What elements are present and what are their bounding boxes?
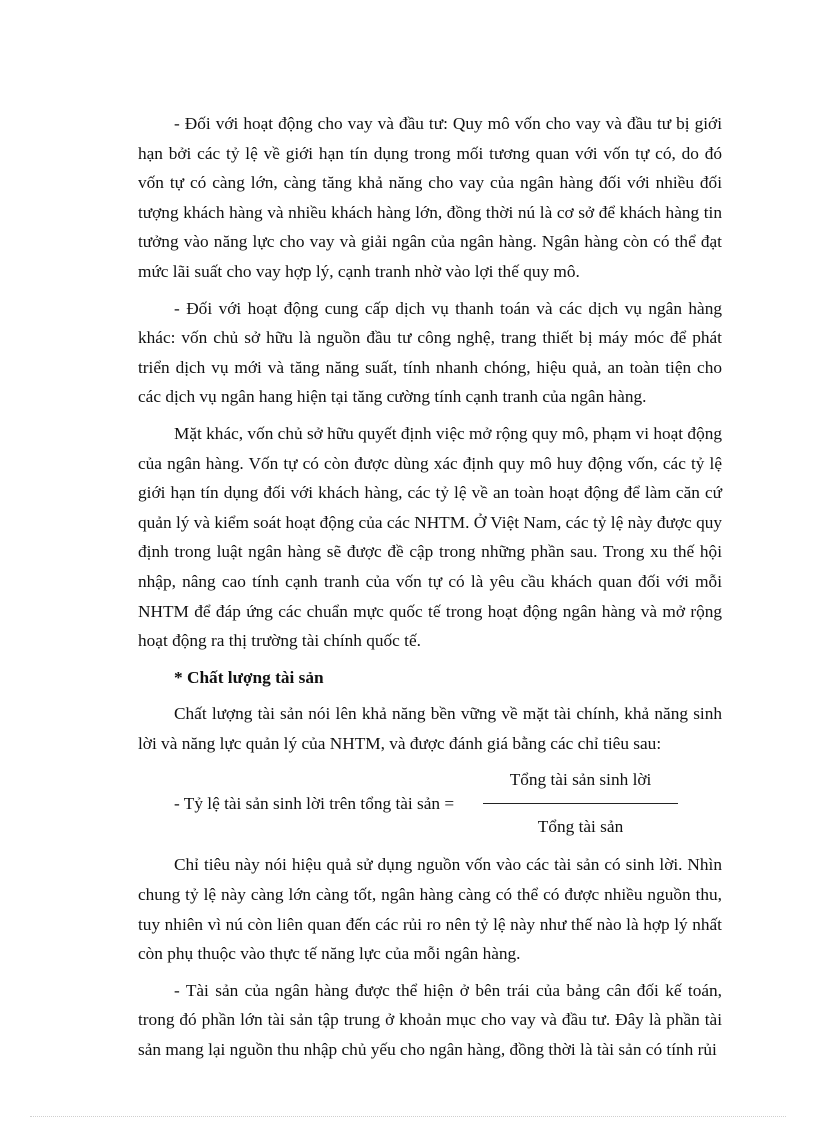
paragraph-bank-assets: - Tài sản của ngân hàng được thể hiện ở bên trái của bảng cân đối kế toán, trong đó phần lớn tài sản tập trung ở khoản mục cho vay và đầu tư. Đây là phần tài sản mang lại nguồn thu nhập chủ yếu cho ngân hàng, đồng thời là tài sản có tính rủi (138, 980, 722, 1060)
formula-numerator: Tổng tài sản sinh lời (509, 770, 652, 790)
document-body (138, 109, 722, 1072)
formula-fraction (483, 765, 678, 841)
formula-earning-assets-ratio (138, 765, 722, 843)
paragraph-indicator-explanation: Chỉ tiêu này nói hiệu quả sử dụng nguồn vốn vào các tài sản có sinh lời. Nhìn chung tỷ lệ này càng lớn càng tốt, ngân hàng càng có thể có được nhiều nguồn thu, tuy nhiên vì nú còn liên quan đến các rủi ro nên tỷ lệ này như thế nào là hợp lý nhất còn phụ thuộc vào thực tế năng lực của mỗi ngân hàng. (138, 855, 722, 964)
fraction-bar (483, 803, 678, 804)
page-bottom-border (30, 1116, 786, 1117)
paragraph-asset-quality-intro: Chất lượng tài sản nói lên khả năng bền vững về mặt tài chính, khả năng sinh lời và năng lực quản lý của NHTM, và được đánh giá bằng các chỉ tiêu sau: (138, 704, 722, 753)
paragraph-lending-investment: - Đối với hoạt động cho vay và đầu tư: Quy mô vốn cho vay và đầu tư bị giới hạn bởi các tỷ lệ về giới hạn tín dụng trong mối tương quan với vốn tự có, do đó vốn tự có càng lớn, càng tăng khả năng cho vay của ngân hàng đối với nhiều đối tượng khách hàng và nhiều khách hàng lớn, đồng thời nú là cơ sở để khách hàng tin tưởng vào năng lực cho vay và giải ngân của ngân hàng. Ngân hàng còn có thể đạt mức lãi suất cho vay hợp lý, cạnh tranh nhờ vào lợi thế quy mô. (138, 114, 722, 281)
formula-label: - Tỷ lệ tài sản sinh lời trên tổng tài sản = (174, 794, 455, 814)
formula-denominator: Tổng tài sản (537, 817, 624, 837)
section-heading-asset-quality: * Chất lượng tài sản (174, 667, 324, 687)
paragraph-equity-scale: Mặt khác, vốn chủ sở hữu quyết định việc mở rộng quy mô, phạm vi hoạt động của ngân hàng. Vốn tự có còn được dùng xác định quy mô huy động vốn, các tỷ lệ giới hạn tín dụng đối với khách hàng, các tỷ lệ về an toàn hoạt động để làm căn cứ quản lý và kiểm soát hoạt động của các NHTM. Ở Việt Nam, các tỷ lệ này được quy định trong luật ngân hàng sẽ được đề cập trong những phần sau. Trong xu thế hội nhập, nâng cao tính cạnh tranh của vốn tự có là yêu cầu khách quan đối với mỗi NHTM để đáp ứng các chuẩn mực quốc tế trong hoạt động ngân hàng và mở rộng hoạt động ra thị trường tài chính quốc tế. (138, 423, 722, 651)
paragraph-payment-services: - Đối với hoạt động cung cấp dịch vụ thanh toán và các dịch vụ ngân hàng khác: vốn chủ sở hữu là nguồn đầu tư công nghệ, trang thiết bị máy móc để phát triển dịch vụ mới và tăng năng suất, tính nhanh chóng, hiệu quả, an toàn tiện cho các dịch vụ ngân hang hiện tại tăng cường tính cạnh tranh của ngân hàng. (138, 298, 722, 407)
